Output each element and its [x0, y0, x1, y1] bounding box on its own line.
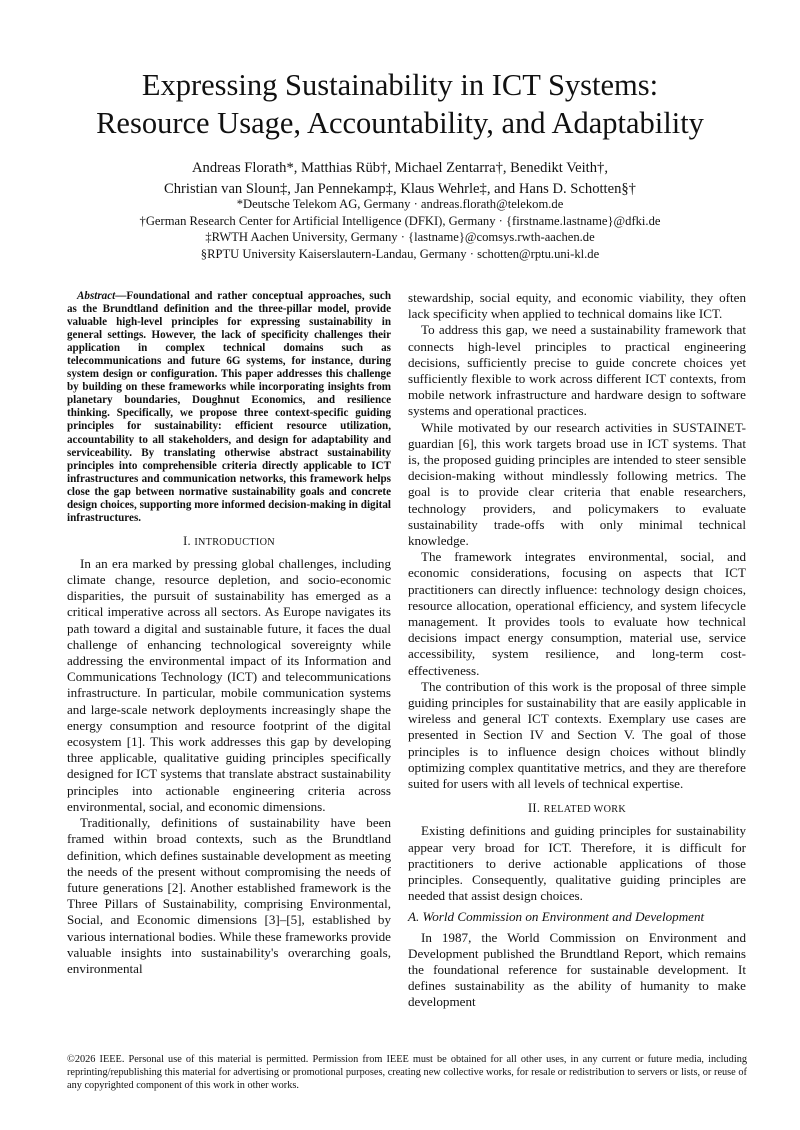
- left-column: [67, 290, 391, 977]
- related-work-paragraph: Existing definitions and guiding principles for sustainability appear very broad for ICT. Therefore, it is difficult for practitioners to derive actionable applications of those principles. Consequently, qualitative guiding principles are needed that assist design choices.: [408, 823, 746, 904]
- paper-title: [40, 66, 760, 142]
- section-heading-introduction: [67, 533, 391, 551]
- subsection-heading-wced: A. World Commission on Environment and Development: [408, 909, 705, 925]
- affiliation-rwth: ‡RWTH Aachen University, Germany · {lastname}@comsys.rwth-aachen.de: [205, 230, 595, 244]
- author-list: [40, 158, 760, 200]
- affiliation-rptu: §RPTU University Kaiserslautern-Landau, Germany · schotten@rptu.uni-kl.de: [200, 246, 600, 261]
- section-number: I.: [183, 533, 195, 548]
- wced-paragraph: In 1987, the World Commission on Environment and Development published the Brundtland Report, which remains the foundational reference for sustainable development. It defines sustainability as the ability of humanity to make development: [408, 929, 746, 1010]
- intro-continued-paragraph: To address this gap, we need a sustainability framework that connects high-level principles to practical engineering decisions, sufficiently precise to guide concrete choices yet sufficiently flexible to work across different ICT contexts, from mobile network infrastructure and hardware design to software systems and operational practices.: [408, 322, 746, 419]
- affiliation-dfki: †German Research Center for Artificial Intelligence (DFKI), Germany · {firstname.lastname}@dfki.de: [139, 213, 661, 228]
- authors-line-1: Andreas Florath*, Matthias Rüb†, Michael Zentarra†, Benedikt Veith†,: [192, 160, 608, 176]
- authors-line-2: Christian van Sloun‡, Jan Pennekamp‡, Klaus Wehrle‡, and Hans D. Schotten§†: [164, 181, 636, 197]
- intro-continued-paragraph: stewardship, social equity, and economic viability, they often lack specificity when applied to technical domains like ICT.: [408, 290, 746, 322]
- section-title: INTRODUCTION: [194, 536, 275, 548]
- intro-continued-paragraph: The contribution of this work is the proposal of three simple guiding principles for sustainability that are easily applicable in wireless and general ICT contexts. Exemplary use cases are presented in Section IV and Section V. The goal of those principles is to influence design choices without blindly optimizing complex quantitative metrics, and they are therefore suited for users with all levels of technical expertise.: [408, 678, 746, 792]
- section-number: II.: [527, 801, 544, 816]
- abstract-text: —Foundational and rather conceptual approaches, such as the Brundtland definition and the three-pillar model, provide valuable high-level principles for expressing sustainability in general settings. However, the lack of specificity challenges their application in complex technical domains such as telecommunications and future 6G systems, for instance, during system design or configuration. This paper addresses this challenge by building on these frameworks while incorporating insights from planetary boundaries, Doughnut Economics, and resilience thinking. Specifically, we propose three context-specific guiding principles for sustainability: efficient resource utilization, accountability to all stakeholders, and design for adaptability and serviceability. By translating otherwise abstract sustainability principles into comprehensible criteria directly applicable to ICT infrastructures and communication networks, this framework helps close the gap between normative sustainability goals and concrete design choices, supporting more informed decision-making in digital infrastructures.: [67, 290, 391, 524]
- section-heading-related-work: [408, 800, 746, 818]
- title-line-1: Expressing Sustainability in ICT Systems:: [141, 68, 659, 102]
- abstract-label: Abstract: [77, 290, 116, 302]
- title-line-2: Resource Usage, Accountability, and Adaptability: [96, 106, 704, 140]
- section-title: RELATED WORK: [543, 804, 626, 816]
- intro-paragraph: In an era marked by pressing global challenges, including climate change, resource depletion, and socio-economic disparities, the pursuit of sustainability has emerged as a critical imperative across all sectors. As Europe navigates its path toward a digital and sustainable future, it faces the dual challenge of enhancing technological sovereignty while addressing the environmental impact of its Information and Communications Technology (ICT) and telecommunications infrastructure. In particular, mobile communication systems and large-scale network deployments increasingly shape the energy consumption and resource footprint of the digital ecosystem [1]. This work addresses this gap by developing three applicable, qualitative guiding principles specifically designed for ICT systems that translate abstract sustainability principles into actionable engineering criteria across environmental, social, and economic dimensions.: [67, 555, 391, 814]
- affiliations: [40, 196, 760, 262]
- intro-continued-paragraph: The framework integrates environmental, social, and economic considerations, focusing on aspects that ICT practitioners can directly influence: technology design choices, resource allocation, operational efficiency, and system lifecycle management. It provides tools to evaluate how technical decisions impact energy consumption, material use, service accessibility, system resilience, and long-term cost-effectiveness.: [408, 549, 746, 678]
- abstract: [67, 290, 391, 525]
- copyright-notice: ©2026 IEEE. Personal use of this material is permitted. Permission from IEEE must be obtained for all other uses, in any current or future media, including reprinting/republishing this material for advertising or promotional purposes, creating new collective works, for resale or redistribution to servers or lists, or reuse of any copyrighted component of this work in other works.: [67, 1054, 747, 1092]
- intro-continued-paragraph: While motivated by our research activities in SUSTAINET-guardian [6], this work targets broad use in ICT systems. That is, the proposed guiding principles are intended to steer sensible decision-making without mindlessly following metrics. The goal is to provide clear criteria that enable researchers, technology providers, and policymakers to evaluate sustainability trade-offs with only minimal technical knowledge.: [408, 419, 746, 549]
- affiliation-telekom: *Deutsche Telekom AG, Germany · andreas.florath@telekom.de: [236, 197, 564, 211]
- right-column: [408, 290, 746, 1011]
- intro-paragraph: Traditionally, definitions of sustainability have been framed within broad contexts, such as the Brundtland definition, which defines sustainable development as meeting the needs of the present without compromising the needs of future generations [2]. Another established framework is the Three Pillars of Sustainability, comprising Environmental, Social, and Economic dimensions [3]–[5], established by various international bodies. While these frameworks provide valuable insights into sustainability's overarching goals, environmental: [67, 815, 391, 976]
